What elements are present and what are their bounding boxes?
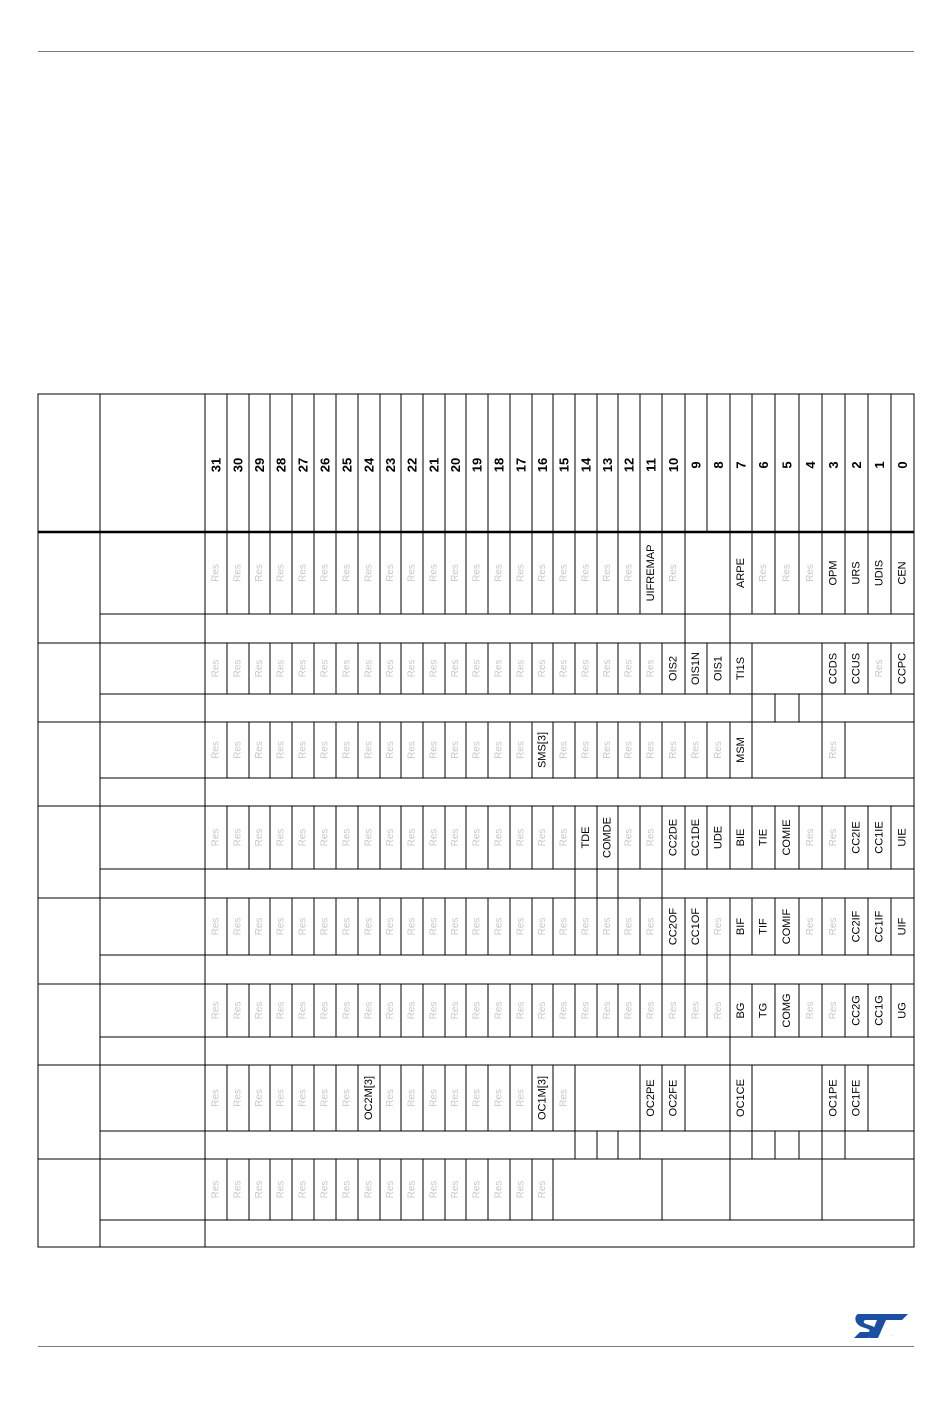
reserved-bit: Res: [254, 1180, 265, 1199]
reserved-bit: Res: [558, 1001, 570, 1020]
reserved-bit: Res: [254, 741, 265, 759]
reserved-bit: Res: [232, 1001, 244, 1020]
register-field: TDE: [580, 826, 592, 849]
register-field: CCDS: [827, 652, 840, 685]
svg-text:ST: ST: [892, 1336, 894, 1337]
reserved-bit: Res: [781, 564, 793, 582]
reserved-bit: Res: [385, 741, 396, 759]
reserved-bit: Res: [297, 828, 309, 847]
reserved-bit: Res: [668, 1001, 679, 1020]
reserved-bit: Res: [210, 564, 222, 582]
reserved-bit: Res: [210, 1001, 222, 1020]
reserved-bit: Res: [580, 659, 592, 678]
reserved-bit: Res: [450, 564, 461, 582]
register-field: CC1OF: [690, 907, 702, 946]
register-field: CC2DE: [667, 818, 680, 857]
register-field: COMG: [781, 993, 793, 1028]
bit-number: 1: [872, 461, 887, 469]
bit-number: 12: [621, 457, 637, 473]
bit-number: 13: [600, 457, 615, 473]
reserved-bit: Res: [558, 828, 570, 847]
bit-number: 18: [491, 457, 507, 473]
reserved-bit: Res: [558, 564, 570, 582]
reserved-bit: Res: [493, 828, 505, 847]
reserved-bit: Res: [319, 828, 331, 847]
register-field: OIS2: [667, 655, 680, 682]
register-field: OC1FE: [850, 1079, 863, 1117]
reserved-bit: Res: [385, 1001, 396, 1020]
bit-number: 21: [426, 457, 442, 473]
reserved-bit: Res: [450, 1001, 461, 1020]
reserved-bit: Res: [668, 741, 679, 759]
reserved-bit: Res: [385, 1089, 396, 1107]
reserved-bit: Res: [428, 659, 440, 678]
reserved-bit: Res: [758, 564, 769, 582]
register-field: TIE: [757, 828, 770, 847]
reserved-bit: Res: [363, 828, 375, 847]
reserved-bit: Res: [275, 659, 287, 678]
bit-number: 24: [361, 457, 377, 473]
footer-rule: [38, 1346, 914, 1347]
reserved-bit: Res: [254, 1089, 265, 1107]
register-field: CC2G: [850, 995, 863, 1026]
reserved-bit: Res: [471, 1089, 483, 1107]
reserved-bit: Res: [254, 917, 265, 936]
reserved-bit: Res: [341, 741, 353, 759]
reserved-bit: Res: [713, 1001, 724, 1020]
reserved-bit: Res: [805, 564, 816, 582]
reserved-bit: Res: [828, 1001, 839, 1020]
bit-number: 28: [273, 457, 289, 473]
reserved-bit: Res: [493, 1089, 505, 1107]
reserved-bit: Res: [297, 1089, 309, 1107]
register-field: CC2IF: [850, 910, 863, 943]
reserved-bit: Res: [493, 564, 505, 582]
register-field: UIF: [896, 917, 909, 936]
register-field: UIE: [896, 828, 909, 847]
reserved-bit: Res: [515, 1089, 527, 1107]
bit-number: 25: [339, 457, 355, 473]
reserved-bit: Res: [319, 1001, 331, 1020]
register-field: UG: [896, 1002, 909, 1019]
reserved-bit: Res: [515, 917, 527, 936]
reserved-bit: Res: [645, 828, 657, 847]
reserved-bit: Res: [232, 828, 244, 847]
reserved-bit: Res: [623, 659, 635, 678]
st-logo: [852, 1312, 910, 1340]
reserved-bit: Res: [385, 917, 396, 936]
reserved-bit: Res: [602, 1001, 613, 1020]
register-field: UDIS: [873, 559, 886, 587]
reserved-bit: Res: [319, 659, 331, 678]
reserved-bit: Res: [341, 1001, 353, 1020]
bit-number: 11: [643, 458, 659, 472]
reserved-bit: Res: [828, 741, 839, 759]
reserved-bit: Res: [602, 741, 613, 759]
reserved-bit: Res: [275, 564, 287, 582]
reserved-bit: Res: [450, 1180, 461, 1199]
bit-number: 3: [826, 461, 841, 469]
reserved-bit: Res: [406, 1180, 418, 1199]
register-field: TG: [757, 1002, 770, 1019]
reserved-bit: Res: [428, 564, 440, 582]
reserved-bit: Res: [471, 741, 483, 759]
reserved-bit: Res: [232, 917, 244, 936]
register-field: COMDE: [601, 817, 614, 858]
bit-number: 27: [295, 457, 311, 473]
reserved-bit: Res: [805, 828, 816, 847]
reserved-bit: Res: [580, 741, 592, 759]
register-field: CCUS: [850, 652, 863, 685]
reserved-bit: Res: [319, 741, 331, 759]
reserved-bit: Res: [558, 659, 570, 678]
reserved-bit: Res: [385, 828, 396, 847]
reserved-bit: Res: [805, 917, 816, 936]
reserved-bit: Res: [341, 659, 353, 678]
reserved-bit: Res: [580, 917, 592, 936]
reserved-bit: Res: [493, 1001, 505, 1020]
reserved-bit: Res: [602, 659, 613, 678]
reserved-bit: Res: [428, 917, 440, 936]
reserved-bit: Res: [493, 1180, 505, 1199]
bit-number: 16: [535, 457, 550, 473]
reserved-bit: Res: [623, 828, 635, 847]
reserved-bit: Res: [471, 564, 483, 582]
reserved-bit: Res: [515, 1180, 527, 1199]
bit-number: 29: [252, 457, 267, 473]
register-field: COMIF: [781, 908, 793, 945]
reserved-bit: Res: [805, 1001, 816, 1020]
reserved-bit: Res: [828, 917, 839, 936]
reserved-bit: Res: [450, 659, 461, 678]
reserved-bit: Res: [828, 828, 839, 847]
register-field: MSM: [735, 737, 747, 763]
reserved-bit: Res: [690, 1001, 702, 1020]
reserved-bit: Res: [428, 1001, 440, 1020]
reserved-bit: Res: [645, 659, 657, 678]
reserved-bit: Res: [515, 741, 527, 759]
register-field: CC1IF: [873, 910, 886, 943]
reserved-bit: Res: [232, 564, 244, 582]
register-field: OC2FE: [667, 1079, 680, 1117]
reserved-bit: Res: [297, 1001, 309, 1020]
register-field: CCPC: [896, 652, 909, 685]
reserved-bit: Res: [210, 917, 222, 936]
reserved-bit: Res: [319, 917, 331, 936]
reserved-bit: Res: [713, 917, 724, 936]
reserved-bit: Res: [341, 1089, 353, 1107]
reserved-bit: Res: [319, 564, 331, 582]
reserved-bit: Res: [341, 1180, 353, 1199]
reserved-bit: Res: [275, 1089, 287, 1107]
reserved-bit: Res: [558, 917, 570, 936]
reserved-bit: Res: [275, 741, 287, 759]
reserved-bit: Res: [254, 828, 265, 847]
bit-number: 15: [556, 457, 572, 473]
reserved-bit: Res: [210, 741, 222, 759]
reserved-bit: Res: [537, 659, 548, 678]
reserved-bit: Res: [254, 1001, 265, 1020]
register-field: OIS1: [712, 655, 725, 682]
register-field: OC2PE: [645, 1079, 657, 1117]
reserved-bit: Res: [319, 1089, 331, 1107]
reserved-bit: Res: [210, 828, 222, 847]
bit-number: 30: [230, 457, 246, 473]
reserved-bit: Res: [341, 564, 353, 582]
reserved-bit: Res: [537, 917, 548, 936]
reserved-bit: Res: [297, 564, 309, 582]
reserved-bit: Res: [428, 828, 440, 847]
bit-number: 23: [383, 457, 398, 473]
register-field: ARPE: [735, 558, 747, 588]
reserved-bit: Res: [623, 741, 635, 759]
register-field: CC1G: [873, 995, 886, 1026]
register-field: CC2OF: [667, 907, 680, 946]
reserved-bit: Res: [515, 564, 527, 582]
reserved-bit: Res: [428, 1180, 440, 1199]
reserved-bit: Res: [297, 1180, 309, 1199]
reserved-bit: Res: [406, 917, 418, 936]
reserved-bit: Res: [341, 828, 353, 847]
reserved-bit: Res: [406, 1089, 418, 1107]
reserved-bit: Res: [363, 917, 375, 936]
reserved-bit: Res: [210, 1089, 222, 1107]
reserved-bit: Res: [232, 741, 244, 759]
register-field: TI1S: [735, 656, 747, 681]
reserved-bit: Res: [428, 1089, 440, 1107]
reserved-bit: Res: [450, 828, 461, 847]
reserved-bit: Res: [406, 1001, 418, 1020]
reserved-bit: Res: [515, 659, 527, 678]
reserved-bit: Res: [602, 917, 613, 936]
reserved-bit: Res: [874, 659, 885, 678]
reserved-bit: Res: [471, 1180, 483, 1199]
register-field: BG: [735, 1002, 747, 1019]
bit-number: 20: [448, 457, 463, 473]
reserved-bit: Res: [363, 1180, 375, 1199]
reserved-bit: Res: [363, 659, 375, 678]
reserved-bit: Res: [385, 1180, 396, 1199]
register-field: CC2IE: [850, 821, 863, 854]
reserved-bit: Res: [645, 1001, 657, 1020]
bit-number: 17: [513, 457, 529, 473]
reserved-bit: Res: [385, 564, 396, 582]
reserved-bit: Res: [645, 741, 657, 759]
reserved-bit: Res: [363, 1001, 375, 1020]
reserved-bit: Res: [428, 741, 440, 759]
bit-number: 9: [688, 461, 704, 469]
register-field: OC1M[3]: [536, 1075, 549, 1121]
bit-number: 10: [666, 457, 681, 473]
reserved-bit: Res: [406, 828, 418, 847]
reserved-bit: Res: [471, 659, 483, 678]
reserved-bit: Res: [537, 1180, 548, 1199]
reserved-bit: Res: [297, 741, 309, 759]
reserved-bit: Res: [297, 659, 309, 678]
register-field: OPM: [827, 560, 840, 586]
register-field: UDE: [712, 825, 725, 850]
bit-number: 7: [733, 461, 749, 469]
bit-number: 22: [404, 457, 420, 473]
register-field: CC1IE: [873, 821, 886, 854]
reserved-bit: Res: [232, 1180, 244, 1199]
reserved-bit: Res: [450, 741, 461, 759]
register-field: URS: [850, 561, 863, 585]
reserved-bit: Res: [602, 564, 613, 582]
bit-number: 14: [578, 457, 594, 473]
reserved-bit: Res: [493, 741, 505, 759]
reserved-bit: Res: [385, 659, 396, 678]
register-field: COMIE: [781, 819, 793, 856]
reserved-bit: Res: [493, 917, 505, 936]
reserved-bit: Res: [210, 659, 222, 678]
register-field: BIE: [735, 828, 747, 847]
reserved-bit: Res: [406, 659, 418, 678]
reserved-bit: Res: [580, 1001, 592, 1020]
register-field: TIF: [757, 918, 770, 935]
reserved-bit: Res: [537, 828, 548, 847]
reserved-bit: Res: [406, 564, 418, 582]
register-field: OC2M[3]: [363, 1075, 375, 1121]
reserved-bit: Res: [363, 741, 375, 759]
bit-number: 26: [317, 457, 333, 473]
register-field: UIFREMAP: [645, 544, 657, 602]
register-field: OC1PE: [827, 1079, 840, 1117]
reserved-bit: Res: [558, 1089, 570, 1107]
bit-number: 0: [895, 461, 910, 469]
reserved-bit: Res: [210, 1180, 222, 1199]
bit-number: 8: [711, 461, 726, 469]
reserved-bit: Res: [450, 917, 461, 936]
reserved-bit: Res: [232, 659, 244, 678]
register-field: OC1CE: [735, 1079, 747, 1117]
bit-number: 2: [849, 461, 864, 469]
register-field: SMS[3]: [536, 731, 549, 769]
reserved-bit: Res: [297, 917, 309, 936]
reserved-bit: Res: [275, 828, 287, 847]
reserved-bit: Res: [471, 917, 483, 936]
reserved-bit: Res: [515, 1001, 527, 1020]
reserved-bit: Res: [537, 564, 548, 582]
reserved-bit: Res: [623, 1001, 635, 1020]
reserved-bit: Res: [275, 1001, 287, 1020]
reserved-bit: Res: [275, 1180, 287, 1199]
reserved-bit: Res: [450, 1089, 461, 1107]
register-field: BIF: [735, 917, 747, 936]
reserved-bit: Res: [580, 564, 592, 582]
reserved-bit: Res: [645, 917, 657, 936]
reserved-bit: Res: [558, 741, 570, 759]
bit-number: 31: [208, 457, 224, 473]
reserved-bit: Res: [668, 564, 679, 582]
reserved-bit: Res: [471, 1001, 483, 1020]
reserved-bit: Res: [363, 564, 375, 582]
reserved-bit: Res: [623, 564, 635, 582]
reserved-bit: Res: [515, 828, 527, 847]
reserved-bit: Res: [232, 1089, 244, 1107]
reserved-bit: Res: [319, 1180, 331, 1199]
register-field: CC1DE: [690, 818, 702, 857]
reserved-bit: Res: [623, 917, 635, 936]
reserved-bit: Res: [406, 741, 418, 759]
bit-number: 4: [803, 461, 818, 469]
reserved-bit: Res: [493, 659, 505, 678]
register-field: CEN: [896, 561, 909, 585]
reserved-bit: Res: [275, 917, 287, 936]
reserved-bit: Res: [713, 741, 724, 759]
reserved-bit: Res: [471, 828, 483, 847]
reserved-bit: Res: [254, 659, 265, 678]
register-field: OIS1N: [690, 651, 702, 686]
bit-number: 6: [756, 461, 771, 469]
reserved-bit: Res: [341, 917, 353, 936]
reserved-bit: Res: [537, 1001, 548, 1020]
bit-number: 5: [779, 461, 795, 469]
bit-number: 19: [469, 457, 485, 473]
reserved-bit: Res: [690, 741, 702, 759]
reserved-bit: Res: [254, 564, 265, 582]
